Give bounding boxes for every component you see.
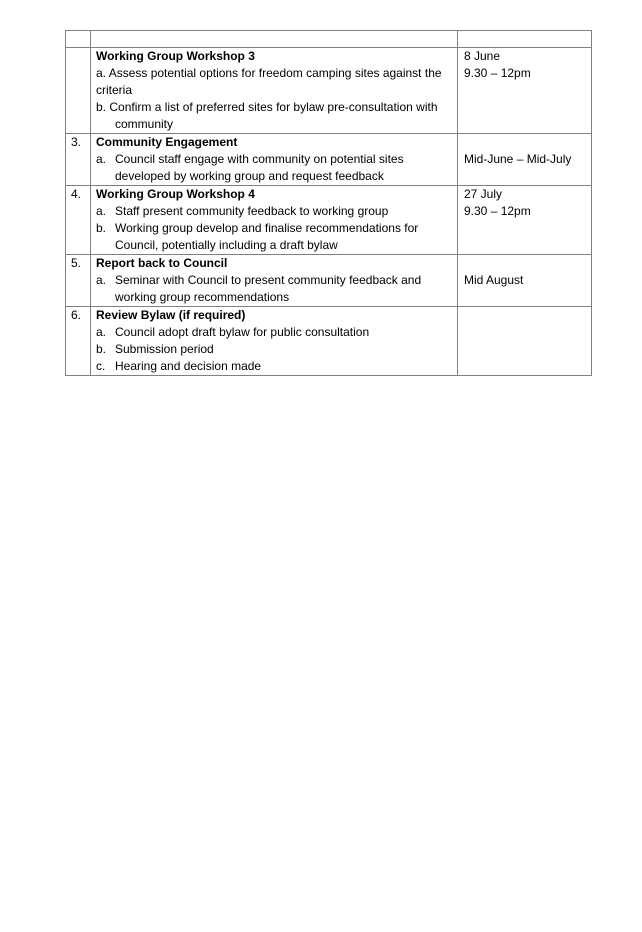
item-text: Confirm a list of preferred sites for bylaw pre-consultation with community xyxy=(109,100,438,131)
item-label: a. xyxy=(96,325,107,339)
list-item xyxy=(96,324,453,341)
item-label: a. xyxy=(96,273,107,287)
row-title: Working Group Workshop 4 xyxy=(96,187,255,201)
list-item xyxy=(96,220,453,254)
row-number-cell xyxy=(66,307,91,376)
item-label: a. xyxy=(96,204,107,218)
item-label: b. xyxy=(96,342,107,356)
table-row xyxy=(66,31,592,48)
description-cell xyxy=(91,186,458,255)
table-row xyxy=(66,48,592,134)
item-text: Working group develop and finalise recommendations for Council, potentially including a draft bylaw xyxy=(115,221,419,252)
date-text: Mid August xyxy=(464,273,524,287)
date-text: Mid-June – Mid-July xyxy=(464,152,572,166)
date-cell xyxy=(458,307,592,376)
item-text: Submission period xyxy=(115,342,214,356)
date-cell xyxy=(458,134,592,186)
item-label: b. xyxy=(96,100,107,114)
row-number: 4. xyxy=(71,187,82,201)
item-text: Seminar with Council to present community feedback and working group recommendations xyxy=(115,273,422,304)
description-cell xyxy=(91,48,458,134)
list-item xyxy=(96,341,453,358)
row-title: Report back to Council xyxy=(96,256,228,270)
date-cell xyxy=(458,255,592,307)
table-row xyxy=(66,255,592,307)
row-number: 3. xyxy=(71,135,82,149)
time-text: 9.30 – 12pm xyxy=(464,204,531,218)
table-row xyxy=(66,186,592,255)
table-row xyxy=(66,134,592,186)
item-text: Council adopt draft bylaw for public consultation xyxy=(115,325,370,339)
item-text: Hearing and decision made xyxy=(115,359,262,373)
date-text: 27 July xyxy=(464,187,503,201)
row-number-cell xyxy=(66,255,91,307)
description-cell xyxy=(91,307,458,376)
list-item xyxy=(96,272,453,306)
date-cell xyxy=(458,31,592,48)
date-cell xyxy=(458,186,592,255)
date-cell xyxy=(458,48,592,134)
table-row xyxy=(66,307,592,376)
item-text: Staff present community feedback to working group xyxy=(115,204,389,218)
row-number: 6. xyxy=(71,308,82,322)
item-label: a. xyxy=(96,66,107,80)
item-text: Assess potential options for freedom camping sites against the criteria xyxy=(96,66,442,97)
row-number: 5. xyxy=(71,256,82,270)
item-text: Council staff engage with community on potential sites developed by working group and request feedback xyxy=(115,152,404,183)
schedule-table xyxy=(65,30,592,376)
list-item xyxy=(96,99,453,133)
list-item xyxy=(96,151,453,185)
list-item xyxy=(96,358,453,375)
description-cell xyxy=(91,255,458,307)
row-title: Review Bylaw (if required) xyxy=(96,308,246,322)
item-label: a. xyxy=(96,152,107,166)
list-item xyxy=(96,203,453,220)
row-number-cell xyxy=(66,186,91,255)
date-text: 8 June xyxy=(464,49,501,63)
row-number-cell xyxy=(66,48,91,134)
row-title: Community Engagement xyxy=(96,135,238,149)
item-label: b. xyxy=(96,221,107,235)
description-cell xyxy=(91,31,458,48)
description-cell xyxy=(91,134,458,186)
list-item xyxy=(96,65,453,99)
time-text: 9.30 – 12pm xyxy=(464,66,531,80)
row-number-cell xyxy=(66,31,91,48)
item-label: c. xyxy=(96,359,106,373)
row-title: Working Group Workshop 3 xyxy=(96,49,255,63)
row-number-cell xyxy=(66,134,91,186)
